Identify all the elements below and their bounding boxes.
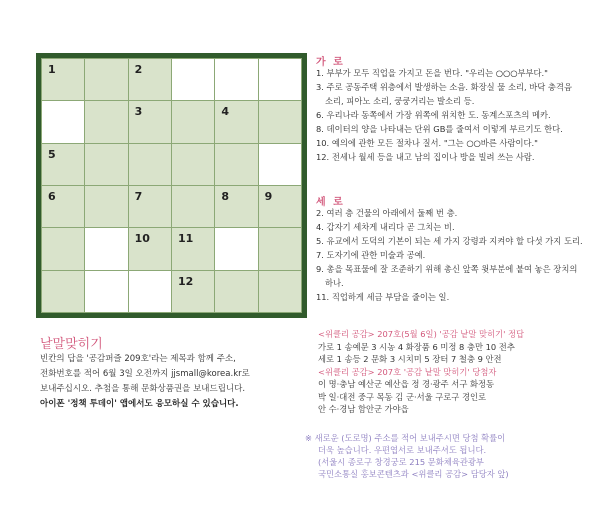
grid-cell (85, 59, 127, 100)
grid-cell (215, 101, 257, 142)
across-clue: 소리, 피아노 소리, 쿵쿵거리는 발소리 등. (325, 96, 475, 106)
grid-cell (42, 186, 84, 227)
grid-cell (129, 228, 171, 269)
notice-line: (서울시 종로구 창경궁로 215 문화체육관광부 (318, 457, 484, 467)
crossword-grid (36, 53, 307, 318)
across-clue: 12. 전세나 월세 등을 내고 남의 집이나 방을 빌려 쓰는 사람. (316, 152, 535, 162)
cell-number: 10 (134, 232, 150, 246)
grid-cell (129, 101, 171, 142)
grid-cell (172, 186, 214, 227)
notice-line: ※ 새로운 (도로명) 주소를 적어 보내주시면 당첨 확률이 (305, 433, 506, 443)
grid-cell (172, 271, 214, 312)
winner-line: 이 명·충남 예산군 예산읍 정 경·광주 서구 화정동 (318, 379, 495, 389)
winner-line: 박 일·대전 중구 목동 김 군·서울 구로구 경인로 (318, 391, 487, 402)
down-clue: 2. 여러 층 건물의 아래에서 둘째 번 층. (316, 208, 458, 218)
prize-line: 빈칸의 답을 '공감퍼즐 209호'라는 제목과 함께 주소, (40, 354, 236, 364)
prize-line: 보내주십시오. 추첨을 통해 문화상품권을 보내드립니다. (40, 384, 246, 394)
grid-cell (42, 101, 84, 142)
down-clue: 5. 유교에서 도덕의 기본이 되는 세 가지 강령과 지켜야 할 다섯 가지 도리. (316, 236, 583, 246)
grid-cell (172, 101, 214, 142)
grid-cell (215, 271, 257, 312)
cell-number: 5 (48, 147, 56, 161)
across-clues (316, 66, 572, 164)
grid-cell (259, 186, 301, 227)
answers-across: 가로 1 송예문 3 시농 4 화장품 6 미정 8 충만 10 전추 (318, 341, 515, 352)
down-clue: 4. 갑자기 세차게 내리다 곧 그치는 비. (316, 222, 455, 232)
winner-line: 안 수·경남 함안군 가야읍 (318, 404, 409, 414)
down-clue: 9. 총을 목표물에 잘 조준하기 위해 총신 앞쪽 윗부분에 붙여 놓은 장치의 (316, 264, 578, 274)
notice-line: 더욱 높습니다. 우편엽서로 보내주셔도 됩니다. (318, 445, 487, 455)
cell-number: 11 (177, 232, 194, 246)
notice-line: 국민소통실 홍보콘텐츠과 <위클리 공감> 담당자 앞) (318, 469, 509, 479)
crossword-grid-cells (41, 58, 302, 313)
cell-number: 8 (221, 189, 229, 203)
winners-title: <위클리 공감> 207호 '공감 낱말 맞히기' 당첨자 (318, 366, 497, 377)
grid-cell (85, 228, 127, 269)
prize-line: 전화번호를 적어 6월 3일 오전까지 jjsmall@korea.kr로 (40, 369, 250, 379)
cell-number: 2 (134, 63, 143, 76)
grid-cell (42, 144, 84, 185)
down-clue: 7. 도자기에 관한 미술과 공예. (316, 250, 426, 260)
grid-cell (85, 101, 127, 142)
cell-number: 3 (134, 105, 143, 119)
grid-cell (172, 144, 214, 185)
grid-cell (42, 59, 84, 100)
grid-cell (85, 144, 127, 185)
grid-cell (85, 271, 127, 312)
across-clue: 10. 예의에 관한 모든 절차나 질서. "그는 ○○바른 사람이다." (316, 138, 538, 148)
cell-number: 1 (48, 63, 56, 76)
grid-cell (259, 228, 301, 269)
grid-cell (215, 186, 257, 227)
prize-title: 낱말맞히기 (40, 337, 103, 352)
grid-cell (259, 59, 301, 100)
across-title: 가 로 (316, 57, 345, 68)
grid-cell (42, 271, 84, 312)
across-clue: 1. 부부가 모두 직업을 가지고 돈을 번다. "우리는 ○○○부부다." (316, 68, 548, 78)
grid-cell (129, 186, 171, 227)
grid-cell (172, 228, 214, 269)
grid-cell (259, 144, 301, 185)
grid-cell (215, 228, 257, 269)
address-notice (305, 432, 509, 480)
grid-cell (129, 271, 171, 312)
cell-number: 4 (221, 105, 229, 119)
prize-line-app: 아이폰 '정책 투데이' 앱에서도 응모하실 수 있습니다. (40, 399, 239, 409)
grid-cell (172, 59, 214, 100)
grid-cell (85, 186, 127, 227)
cell-number: 12 (177, 274, 194, 288)
cell-number: 9 (264, 189, 273, 203)
grid-cell (129, 59, 171, 100)
across-clue: 6. 우리나라 동쪽에서 가장 위쪽에 위치한 도. 동계스포츠의 메카. (316, 110, 551, 120)
grid-cell (42, 228, 84, 269)
answers-down: 세로 1 송등 2 문화 3 시치미 5 장터 7 철충 9 안전 (318, 354, 502, 364)
prize-instructions (40, 352, 302, 412)
grid-cell (215, 144, 257, 185)
grid-cell (259, 101, 301, 142)
down-clues (316, 206, 583, 304)
grid-cell (215, 59, 257, 100)
cell-number: 6 (48, 189, 56, 203)
across-clue: 8. 데이터의 양을 나타내는 단위 GB를 줄여서 이렇게 부르기도 한다. (316, 124, 563, 134)
cell-number: 7 (134, 189, 143, 203)
grid-cell (259, 271, 301, 312)
down-title: 세 로 (316, 197, 345, 208)
down-clue: 11. 직업하게 세금 부담을 줄이는 일. (316, 292, 450, 302)
grid-cell (129, 144, 171, 185)
answers-title: <위클리 공감> 207호(5월 6일) '공감 낱말 맞히기' 정답 (318, 329, 525, 339)
previous-answers (318, 328, 524, 416)
across-clue: 3. 주로 공동주택 위층에서 발생하는 소음. 화장실 물 소리, 바닥 충격음 (316, 82, 572, 92)
down-clue: 하나. (325, 278, 344, 288)
